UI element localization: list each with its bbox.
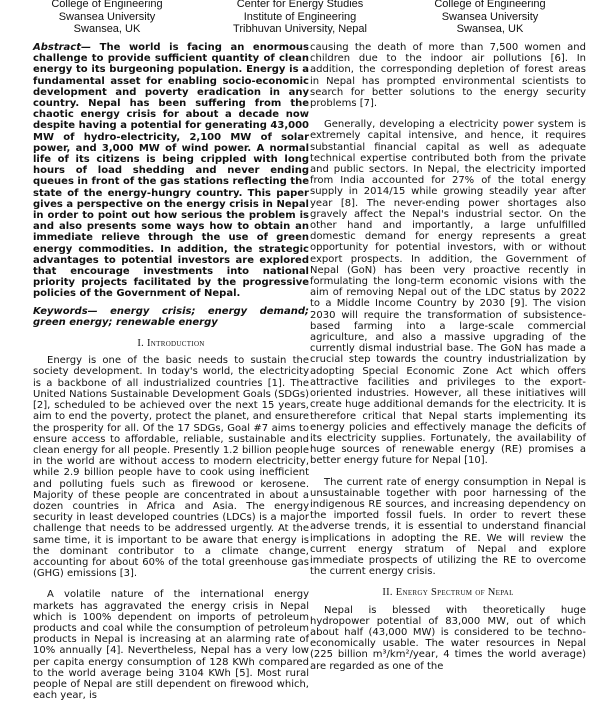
abstract-label: Abstract— bbox=[33, 42, 92, 53]
affiliation-3 bbox=[415, 0, 565, 36]
affiliation-1-location: Swansea, UK bbox=[73, 23, 141, 35]
affiliation-1-dept: College of Engineering bbox=[51, 0, 163, 10]
keywords bbox=[33, 306, 309, 328]
right-column bbox=[310, 42, 586, 672]
affiliation-2-location: Tribhuvan University, Nepal bbox=[233, 23, 367, 35]
section-2-numeral: II. bbox=[382, 587, 393, 599]
intro-paragraph-2: A volatile nature of the international energy markets has aggravated the energy crisis in Nepal which is 100% dependent on imports of petroleum products and coal while the consumption of petroleum products in Nepal is increasing at an alarming rate of 10% annually [4]. Nevertheless, Nepal has a very low per capita energy consumption of 128 KWh compared to the world average being 3104 KWh [5]. Most rural people of Nepal are still dependent on firewood which, each year, is bbox=[33, 589, 309, 701]
affiliation-3-org: Swansea University bbox=[441, 10, 539, 23]
intro-paragraph-4: Generally, developing a electricity power system is extremely capital intensive, and hence, it requires substantial financial capital as well as adequate technical expertise contributed both from the private and public sectors. In Nepal, the electricity imported from India accounted for 27% of the total energy supply in 2014/15 while growing steadily year after year [8]. The never-ending power shortages also gravely affect the Nepal's industrial sector. On the other hand and importantly, a large unfulfilled domestic demand for energy represents a great opportunity for potential investors, with or without export prospects. In addition, the Government of Nepal (GoN) has been very proactive recently in formulating the long-term economic visions with the aim of removing Nepal out of the LDC status by 2022 to a Middle Income Country by 2030 [9]. The vision 2030 will require the transformation of subsistence-based farming into a large-scale commercial agriculture, and also a massive upgrading of the currently dismal industrial base. The GoN has made a crucial step towards the country industrialization by adopting Special Economic Zone Act which offers attractive facilities and privileges to the export-oriented industries. However, all these initiatives will create huge additional demands for the electricity. It is therefore critical that Nepal starts implementing its energy policies and effectively manage the deficits of its electricity supplies. Fortunately, the availability of huge sources of renewable energy (RE) promises a better energy future for Nepal [10]. bbox=[310, 119, 586, 467]
affiliation-3-dept: College of Engineering bbox=[434, 0, 546, 10]
section-heading-introduction bbox=[33, 338, 309, 349]
affiliation-2-dept: Center for Energy Studies bbox=[236, 0, 364, 10]
keywords-text: energy crisis; energy demand; green energy; renewable energy bbox=[33, 305, 309, 328]
intro-paragraph-1: Energy is one of the basic needs to sustain the society development. In today's world, the electricity is a backbone of all industrialized countries [1]. The United Nations Sustainable Development Goals (SDGs) [2], scheduled to be achieved over the next 15 years, aim to end the poverty, protect the planet, and ensure the prosperity for all. Of the 17 SDGs, Goal #7 aims to ensure access to affordable, reliable, sustainable and clean energy for all people. Presently 1.2 billion people in the world are without access to modern electricity, while 2.9 billion people have to cook using inefficient and polluting fuels such as firewood or kerosene. Majority of these people are concentrated in about a dozen countries in Africa and Asia. The energy security in least developed countries (LDCs) is a major challenge that needs to be addressed urgently. At the same time, it is important to be aware that energy is the dominant contributor to a climate change, accounting for about 60% of the total greenhouse gas (GHG) emissions [3]. bbox=[33, 355, 309, 580]
left-column bbox=[33, 42, 309, 701]
abstract-text: The world is facing an enormous challenge to provide sufficient quantity of clean energy to its burgeoning population. Energy is a fundamental asset for enabling socio-economic development and poverty eradication in any country. Nepal has been suffering from the chaotic energy crisis for about a decade now despite having a potential for generating 43,000 MW of hydro-electricity, 2,100 MW of solar power, and 3,000 MW of wind power. A normal life of its citizens is being crippled with long hours of load shedding and never ending queues in front of the gas stations reflecting the state of the energy-hungry country. This paper gives a perspective on the energy crisis in Nepal in order to point out how serious the problem is and also presents some ways how to obtain an immediate relieve through the use of green energy commodities. In addition, the strategic advantages to potential investors are explored that encourage investments into national priority projects facilitated by the progressive policies of the Government of Nepal. bbox=[33, 42, 309, 300]
intro-paragraph-3: causing the death of more than 7,500 women and children due to the indoor air pollutions [6]. In addition, the corresponding depletion of forest areas in Nepal has prompted environmental scientists to search for better solutions to the energy security problems [7]. bbox=[310, 42, 586, 110]
section-heading-energy-spectrum bbox=[310, 587, 586, 598]
section-1-title: Introduction bbox=[147, 338, 205, 350]
affiliation-1-org: Swansea University bbox=[58, 10, 156, 23]
affiliation-1 bbox=[32, 0, 182, 36]
affiliation-2 bbox=[215, 0, 385, 36]
keywords-label: Keywords— bbox=[33, 305, 98, 317]
intro-paragraph-5: The current rate of energy consumption in Nepal is unsustainable together with poor harnessing of the indigenous RE sources, and increasing dependency on the imported fossil fuels. In order to revert these adverse trends, it is essential to understand financial implications in adopting the RE. We will review the current energy stratum of Nepal and explore immediate prospects of utilizing the RE to overcome the current energy crisis. bbox=[310, 476, 586, 578]
energy-spectrum-paragraph: Nepal is blessed with theoretically huge hydropower potential of 83,000 MW, out of which about half (43,000 MW) is considered to be techno-economically usable. The water resources in Nepal (225 billion m³/km²/year, 4 times the world average) are regarded as one of the bbox=[310, 604, 586, 672]
affiliations-row bbox=[0, 0, 600, 34]
section-1-numeral: I. bbox=[137, 338, 145, 350]
abstract bbox=[33, 42, 309, 300]
affiliation-3-location: Swansea, UK bbox=[456, 23, 524, 35]
affiliation-2-org: Institute of Engineering bbox=[243, 10, 357, 23]
section-2-title: Energy Spectrum of Nepal bbox=[395, 587, 514, 599]
